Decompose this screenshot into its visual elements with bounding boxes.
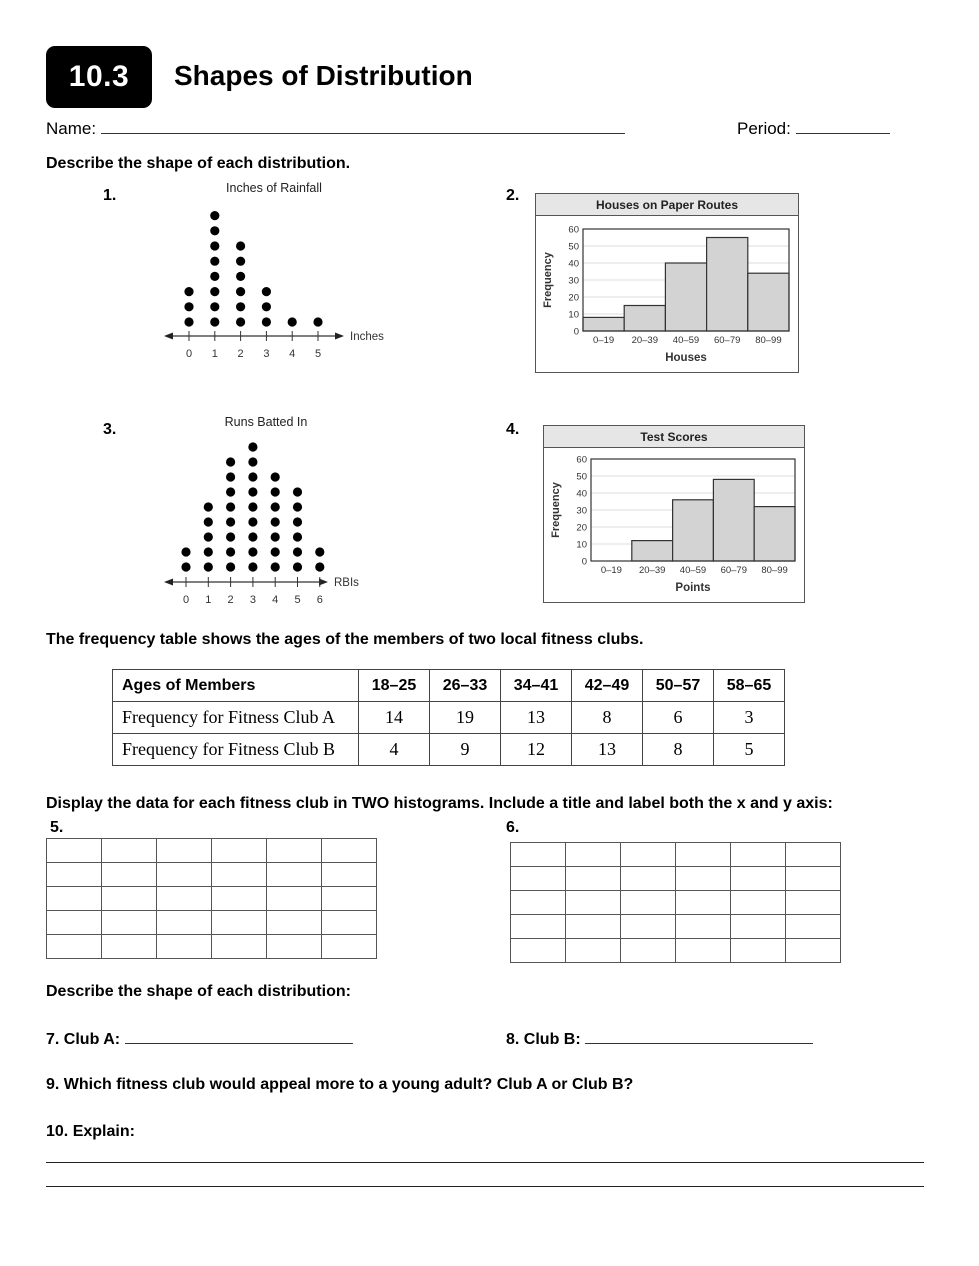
- question-10: 10. Explain:: [46, 1123, 135, 1140]
- data-dot: [236, 287, 245, 296]
- data-dot: [262, 287, 271, 296]
- grid-cell[interactable]: [731, 867, 786, 891]
- table-cell: 12: [501, 734, 572, 766]
- grid-cell[interactable]: [676, 939, 731, 963]
- histogram-bar: [707, 238, 748, 332]
- grid-cell[interactable]: [511, 867, 566, 891]
- table-cell: 8: [572, 702, 643, 734]
- histogram-bar: [713, 479, 754, 561]
- grid-cell[interactable]: [47, 935, 102, 959]
- blank-grid-club-b[interactable]: [510, 842, 841, 963]
- question-5-number: 5.: [50, 819, 64, 836]
- x-tick-label: 4: [289, 348, 296, 360]
- table-cell: 5: [714, 734, 785, 766]
- data-dot: [181, 547, 190, 556]
- x-tick-label: 80–99: [755, 335, 782, 346]
- data-dot: [271, 502, 280, 511]
- y-tick-label: 0: [573, 326, 579, 338]
- describe-instruction-2: Describe the shape of each distribution:: [46, 983, 351, 1000]
- chart-title: Inches of Rainfall: [226, 181, 322, 195]
- table-cell: 6: [643, 702, 714, 734]
- x-tick-label: 5: [294, 594, 301, 606]
- table-cell: 4: [359, 734, 430, 766]
- grid-cell[interactable]: [322, 887, 377, 911]
- grid-cell[interactable]: [157, 911, 212, 935]
- data-dot: [248, 487, 257, 496]
- grid-cell[interactable]: [731, 891, 786, 915]
- rbi-dot-plot: [150, 412, 400, 608]
- data-dot: [226, 487, 235, 496]
- grid-cell[interactable]: [267, 887, 322, 911]
- y-tick-label: 50: [568, 241, 579, 253]
- data-dot: [271, 532, 280, 541]
- histogram-bar: [583, 317, 624, 331]
- x-tick-label: 80–99: [761, 565, 788, 576]
- data-dot: [210, 257, 219, 266]
- y-axis-label: Frequency: [542, 252, 554, 308]
- blank-grid-club-a[interactable]: [46, 838, 377, 959]
- histogram-bar: [748, 273, 789, 331]
- club-a-answer-blank[interactable]: [125, 1029, 353, 1044]
- data-dot: [204, 532, 213, 541]
- axis-arrow-left: [164, 333, 173, 340]
- data-dot: [293, 487, 302, 496]
- grid-cell[interactable]: [322, 839, 377, 863]
- table-cell: 3: [714, 702, 785, 734]
- histogram-prompt: Display the data for each fitness club in TWO histograms. Include a title and label both the x and y axis:: [46, 795, 833, 812]
- question-6-number: 6.: [506, 819, 520, 836]
- data-dot: [248, 562, 257, 571]
- table-row: [113, 734, 785, 766]
- grid-cell[interactable]: [267, 863, 322, 887]
- section-badge: 10.3: [46, 46, 152, 108]
- data-dot: [248, 502, 257, 511]
- y-tick-label: 10: [576, 539, 587, 551]
- table-header-cell: 18–25: [359, 670, 430, 702]
- x-tick-label: 3: [263, 348, 270, 360]
- x-tick-label: 0–19: [593, 335, 615, 346]
- table-cell: 9: [430, 734, 501, 766]
- data-dot: [236, 317, 245, 326]
- grid-cell[interactable]: [102, 839, 157, 863]
- grid-cell[interactable]: [511, 843, 566, 867]
- data-dot: [315, 562, 324, 571]
- question-2-number: 2.: [506, 187, 520, 204]
- grid-cell[interactable]: [322, 911, 377, 935]
- axis-arrow-left: [164, 579, 173, 586]
- histogram-bar: [665, 263, 706, 331]
- grid-cell[interactable]: [47, 911, 102, 935]
- y-tick-label: 60: [576, 454, 587, 466]
- data-dot: [271, 547, 280, 556]
- table-header-row: [113, 670, 785, 702]
- grid-cell[interactable]: [47, 887, 102, 911]
- x-axis-label: Points: [675, 582, 711, 594]
- grid-row: [47, 887, 377, 911]
- histogram-bar: [632, 541, 673, 561]
- question-8-label: 8. Club B:: [506, 1031, 581, 1048]
- x-tick-label: 3: [249, 594, 256, 606]
- y-tick-label: 30: [576, 505, 587, 517]
- x-axis-label: Inches: [350, 331, 384, 343]
- table-header-cell: 42–49: [572, 670, 643, 702]
- period-blank[interactable]: [796, 119, 890, 134]
- data-dot: [293, 517, 302, 526]
- data-dot: [210, 317, 219, 326]
- data-dot: [248, 547, 257, 556]
- grid-cell[interactable]: [267, 935, 322, 959]
- y-tick-label: 40: [576, 488, 587, 500]
- grid-cell[interactable]: [566, 843, 621, 867]
- explain-answer-line-1[interactable]: [46, 1162, 924, 1163]
- y-axis-label: Frequency: [550, 482, 562, 538]
- question-8: [506, 1029, 813, 1049]
- question-1-number: 1.: [103, 187, 117, 204]
- data-dot: [210, 241, 219, 250]
- grid-row: [511, 915, 841, 939]
- data-dot: [236, 257, 245, 266]
- table-row-label: Frequency for Fitness Club A: [113, 702, 359, 734]
- table-cell: 8: [643, 734, 714, 766]
- grid-cell[interactable]: [621, 891, 676, 915]
- table-header-cell: 34–41: [501, 670, 572, 702]
- data-dot: [181, 562, 190, 571]
- data-dot: [204, 547, 213, 556]
- table-header-cell: 58–65: [714, 670, 785, 702]
- data-dot: [248, 442, 257, 451]
- grid-cell[interactable]: [102, 911, 157, 935]
- grid-cell[interactable]: [102, 887, 157, 911]
- data-dot: [293, 562, 302, 571]
- grid-cell[interactable]: [212, 935, 267, 959]
- question-7: [46, 1029, 353, 1049]
- data-dot: [226, 547, 235, 556]
- grid-cell[interactable]: [267, 911, 322, 935]
- data-dot: [315, 547, 324, 556]
- table-cell: 13: [572, 734, 643, 766]
- x-tick-label: 5: [314, 348, 322, 360]
- grid-cell[interactable]: [786, 915, 841, 939]
- data-dot: [271, 487, 280, 496]
- data-dot: [226, 517, 235, 526]
- y-tick-label: 20: [576, 522, 587, 534]
- data-dot: [226, 457, 235, 466]
- table-header-cell: 50–57: [643, 670, 714, 702]
- grid-cell[interactable]: [212, 839, 267, 863]
- data-dot: [293, 532, 302, 541]
- grid-cell[interactable]: [566, 891, 621, 915]
- grid-cell[interactable]: [102, 863, 157, 887]
- data-dot: [204, 502, 213, 511]
- grid-row: [511, 843, 841, 867]
- grid-cell[interactable]: [731, 915, 786, 939]
- grid-row: [47, 911, 377, 935]
- table-row: [113, 702, 785, 734]
- grid-cell[interactable]: [322, 935, 377, 959]
- grid-cell[interactable]: [267, 839, 322, 863]
- x-axis-label: Houses: [665, 352, 707, 364]
- data-dot: [184, 287, 193, 296]
- grid-cell[interactable]: [511, 915, 566, 939]
- data-dot: [248, 472, 257, 481]
- club-b-answer-blank[interactable]: [585, 1029, 813, 1044]
- data-dot: [262, 302, 271, 311]
- grid-row: [511, 867, 841, 891]
- grid-row: [511, 891, 841, 915]
- grid-cell[interactable]: [621, 915, 676, 939]
- grid-cell[interactable]: [676, 915, 731, 939]
- x-tick-label: 60–79: [713, 335, 741, 346]
- grid-row: [47, 839, 377, 863]
- x-tick-label: 6: [316, 594, 323, 606]
- data-dot: [236, 241, 245, 250]
- grid-row: [47, 863, 377, 887]
- axis-arrow-right: [335, 333, 344, 340]
- chart-title: Houses on Paper Routes: [595, 198, 739, 212]
- grid-cell[interactable]: [157, 863, 212, 887]
- data-dot: [288, 317, 297, 326]
- grid-cell[interactable]: [621, 843, 676, 867]
- x-axis-label: RBIs: [334, 577, 359, 589]
- grid-cell[interactable]: [566, 939, 621, 963]
- rainfall-dot-plot: [150, 178, 400, 368]
- grid-row: [47, 935, 377, 959]
- paper-routes-histogram: [535, 193, 799, 373]
- grid-cell[interactable]: [47, 863, 102, 887]
- table-cell: 13: [501, 702, 572, 734]
- histogram-bar: [673, 500, 714, 561]
- data-dot: [184, 317, 193, 326]
- data-dot: [204, 562, 213, 571]
- question-4-number: 4.: [506, 421, 520, 438]
- data-dot: [271, 517, 280, 526]
- histogram-bar: [754, 507, 795, 561]
- data-dot: [248, 517, 257, 526]
- grid-cell[interactable]: [621, 939, 676, 963]
- y-tick-label: 60: [568, 224, 579, 236]
- data-dot: [184, 302, 193, 311]
- table-header-cell: 26–33: [430, 670, 501, 702]
- data-dot: [271, 562, 280, 571]
- data-dot: [210, 211, 219, 220]
- data-dot: [293, 547, 302, 556]
- data-dot: [236, 272, 245, 281]
- grid-cell[interactable]: [786, 843, 841, 867]
- grid-cell[interactable]: [731, 843, 786, 867]
- question-9: 9. Which fitness club would appeal more to a young adult? Club A or Club B?: [46, 1076, 634, 1093]
- grid-cell[interactable]: [786, 867, 841, 891]
- data-dot: [210, 226, 219, 235]
- table-intro: The frequency table shows the ages of the members of two local fitness clubs.: [46, 631, 644, 648]
- grid-cell[interactable]: [157, 839, 212, 863]
- x-tick-label: 4: [272, 594, 279, 606]
- table-cell: 14: [359, 702, 430, 734]
- data-dot: [226, 472, 235, 481]
- data-dot: [248, 532, 257, 541]
- x-tick-label: 40–59: [679, 565, 707, 576]
- page-title: Shapes of Distribution: [174, 60, 473, 91]
- x-tick-label: 20–39: [638, 565, 666, 576]
- x-tick-label: 0: [182, 594, 190, 606]
- axis-arrow-right: [319, 579, 328, 586]
- x-tick-label: 60–79: [720, 565, 748, 576]
- data-dot: [210, 302, 219, 311]
- table-row-label: Frequency for Fitness Club B: [113, 734, 359, 766]
- question-3-number: 3.: [103, 421, 117, 438]
- table-cell: 19: [430, 702, 501, 734]
- data-dot: [210, 272, 219, 281]
- x-tick-label: 1: [211, 348, 218, 360]
- name-label: Name:: [46, 119, 97, 138]
- data-dot: [226, 562, 235, 571]
- name-blank[interactable]: [101, 119, 625, 134]
- x-tick-label: 0–19: [600, 565, 622, 576]
- grid-row: [511, 939, 841, 963]
- frequency-table: [112, 669, 785, 766]
- data-dot: [262, 317, 271, 326]
- table-header-label: Ages of Members: [113, 670, 359, 702]
- y-tick-label: 50: [576, 471, 587, 483]
- grid-cell[interactable]: [786, 891, 841, 915]
- grid-cell[interactable]: [676, 891, 731, 915]
- grid-cell[interactable]: [786, 939, 841, 963]
- y-tick-label: 20: [568, 292, 579, 304]
- data-dot: [293, 502, 302, 511]
- grid-cell[interactable]: [676, 843, 731, 867]
- grid-cell[interactable]: [322, 863, 377, 887]
- grid-cell[interactable]: [157, 887, 212, 911]
- period-label: Period:: [737, 119, 791, 138]
- data-dot: [204, 517, 213, 526]
- x-tick-label: 2: [237, 348, 244, 360]
- x-tick-label: 20–39: [631, 335, 659, 346]
- grid-cell[interactable]: [47, 839, 102, 863]
- grid-cell[interactable]: [566, 867, 621, 891]
- y-tick-label: 0: [581, 556, 587, 568]
- describe-instruction: Describe the shape of each distribution.: [46, 155, 351, 172]
- grid-cell[interactable]: [566, 915, 621, 939]
- data-dot: [226, 532, 235, 541]
- chart-title: Runs Batted In: [224, 415, 308, 429]
- histogram-bar: [624, 306, 665, 332]
- grid-cell[interactable]: [621, 867, 676, 891]
- name-field[interactable]: [46, 119, 625, 139]
- data-dot: [271, 472, 280, 481]
- grid-cell[interactable]: [511, 939, 566, 963]
- x-tick-label: 2: [227, 594, 234, 606]
- x-tick-label: 1: [205, 594, 212, 606]
- y-tick-label: 30: [568, 275, 579, 287]
- grid-cell[interactable]: [511, 891, 566, 915]
- period-field[interactable]: [737, 119, 890, 139]
- data-dot: [313, 317, 322, 326]
- data-dot: [210, 287, 219, 296]
- grid-cell[interactable]: [676, 867, 731, 891]
- grid-cell[interactable]: [157, 935, 212, 959]
- grid-cell[interactable]: [102, 935, 157, 959]
- data-dot: [226, 502, 235, 511]
- x-tick-label: 40–59: [672, 335, 700, 346]
- chart-title: Test Scores: [640, 430, 708, 444]
- grid-cell[interactable]: [212, 863, 267, 887]
- data-dot: [248, 457, 257, 466]
- grid-cell[interactable]: [212, 911, 267, 935]
- x-tick-label: 0: [185, 348, 193, 360]
- data-dot: [236, 302, 245, 311]
- grid-cell[interactable]: [212, 887, 267, 911]
- y-tick-label: 10: [568, 309, 579, 321]
- y-tick-label: 40: [568, 258, 579, 270]
- explain-answer-line-2[interactable]: [46, 1186, 924, 1187]
- test-scores-histogram: [543, 425, 805, 603]
- grid-cell[interactable]: [731, 939, 786, 963]
- question-7-label: 7. Club A:: [46, 1031, 121, 1048]
